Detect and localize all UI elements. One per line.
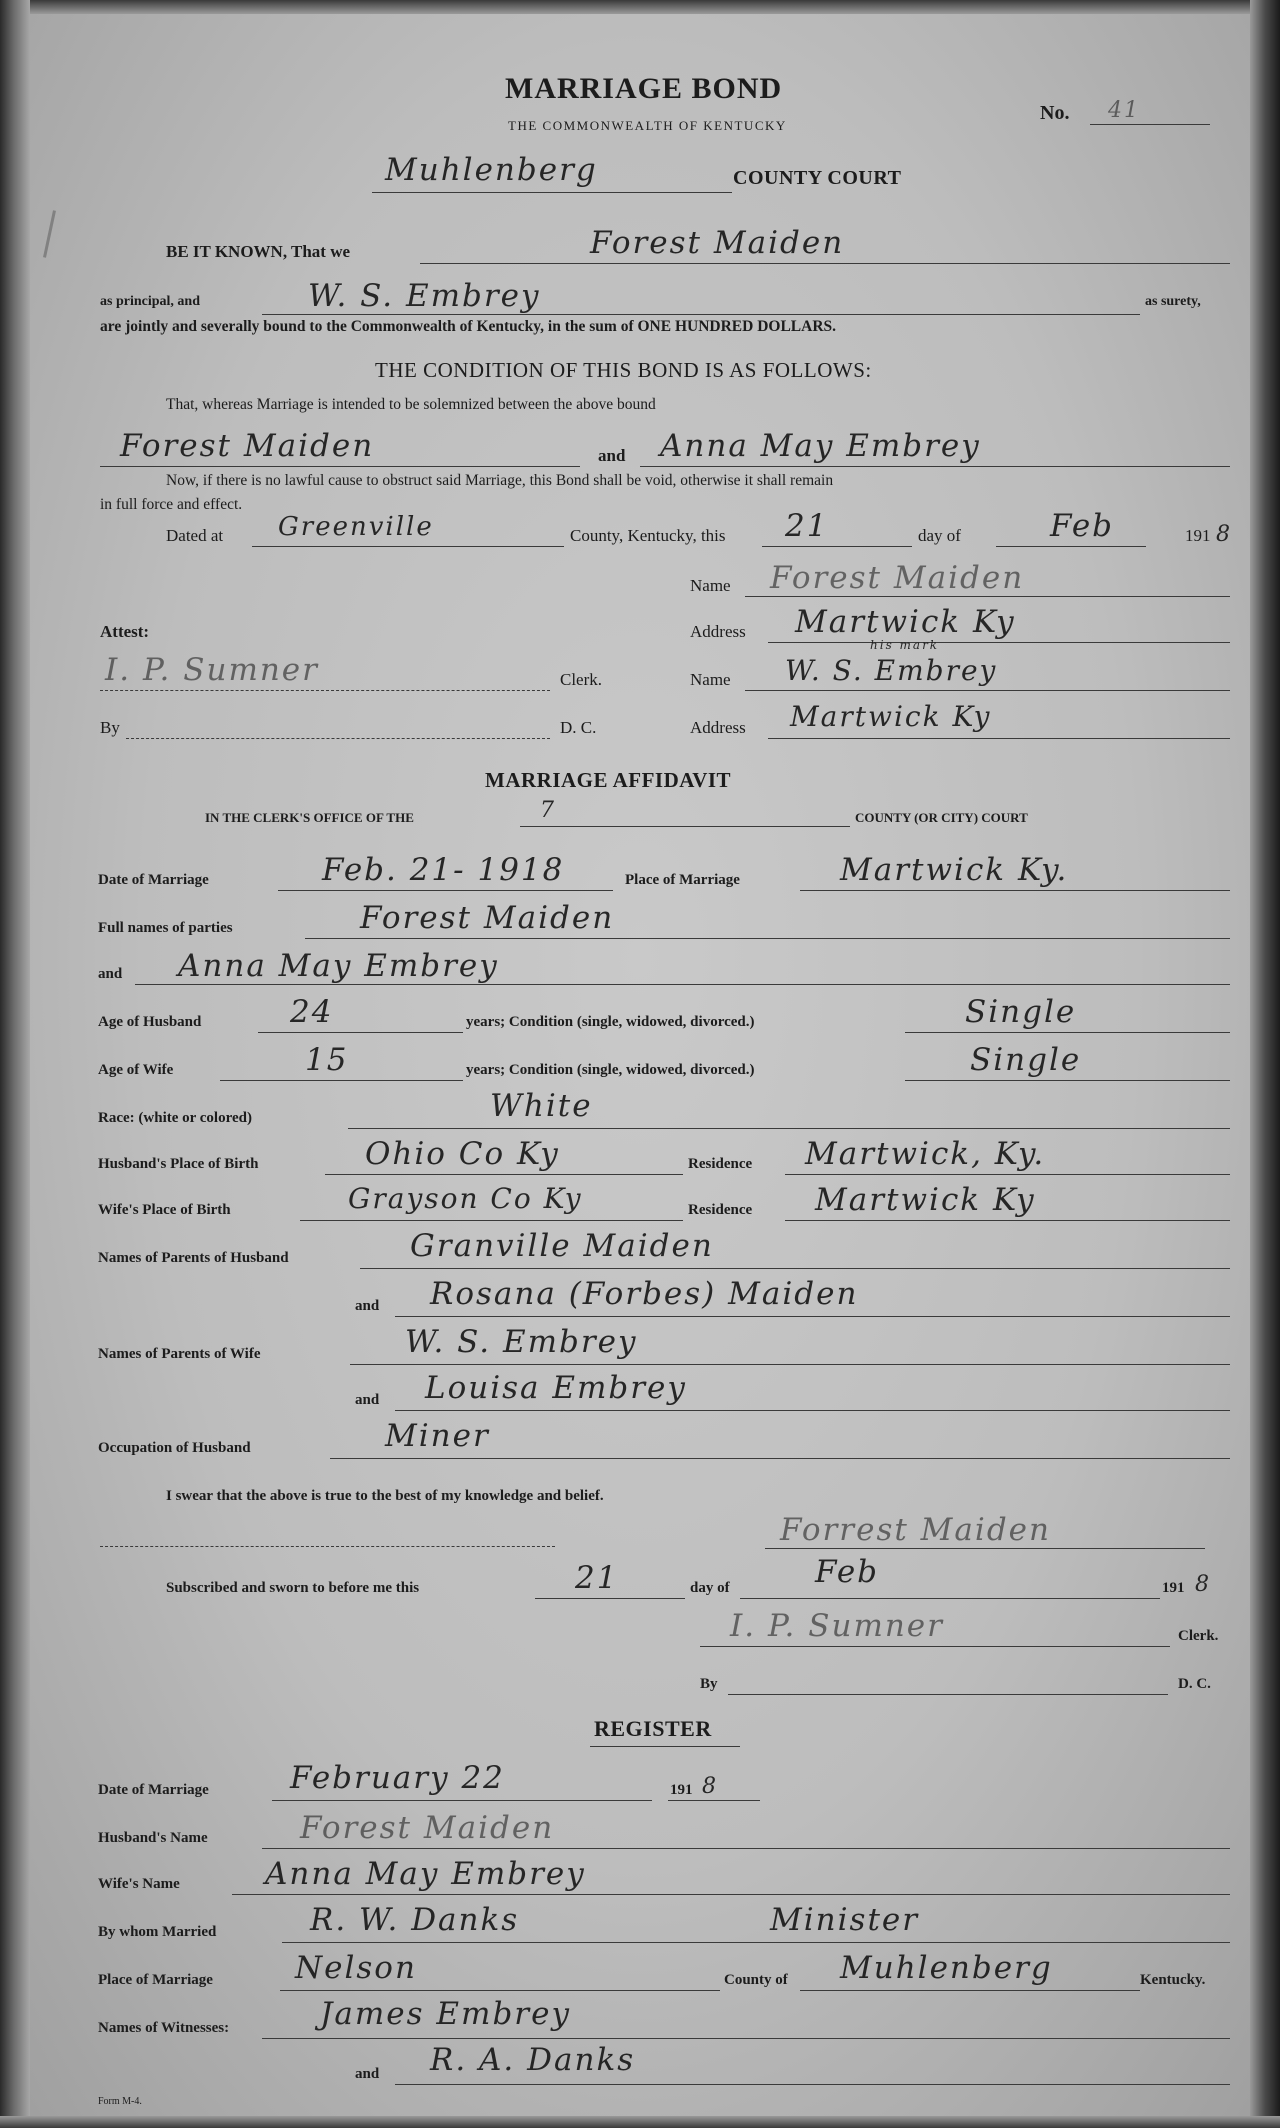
husbands-name-handwritten: Forest Maiden	[300, 1810, 555, 1846]
witness-2-line	[395, 2084, 1230, 2085]
party-and-label: and	[598, 446, 626, 465]
full-names-label: Full names of parties	[98, 920, 233, 936]
name-his-mark: his mark	[870, 638, 940, 652]
whereas-text: That, whereas Marriage is intended to be solemnized between the above bound	[166, 396, 656, 413]
dated-at-line	[252, 546, 564, 547]
jointly-bound-text: are jointly and severally bound to the Commonwealth of Kentucky, in the sum of ONE HUNDRED DOLLARS.	[100, 318, 837, 335]
parents-husband-handwritten-2: Rosana (Forbes) Maiden	[430, 1276, 859, 1312]
as-principal-label: as principal, and	[100, 294, 200, 309]
name-handwritten-1: Forest Maiden	[770, 560, 1025, 596]
parents-wife-line-2	[395, 1410, 1230, 1411]
bond-subtitle: THE COMMONWEALTH OF KENTUCKY	[508, 118, 787, 133]
affiant-signature: Forrest Maiden	[780, 1512, 1051, 1548]
affidavit-clerk-line	[700, 1646, 1170, 1647]
swear-text: I swear that the above is true to the best of my knowledge and belief.	[166, 1488, 604, 1504]
bond-dc-label: D. C.	[560, 718, 597, 737]
office-line	[520, 826, 850, 827]
witness-1-handwritten: James Embrey	[320, 1996, 571, 2032]
aff-place-of-marriage-handwritten: Martwick Ky.	[840, 852, 1069, 888]
bond-clerk-label: Clerk.	[560, 670, 603, 689]
name-line-1	[745, 596, 1230, 597]
bond-title: MARRIAGE BOND	[505, 72, 783, 105]
bond-by-label: By	[100, 718, 120, 737]
day-line	[762, 546, 912, 547]
reg-place-line	[280, 1990, 720, 1991]
parents-husband-line-2	[395, 1316, 1230, 1317]
film-edge-left	[0, 0, 30, 2128]
husband-birth-handwritten: Ohio Co Ky	[365, 1136, 560, 1172]
husband-residence-line	[785, 1174, 1230, 1175]
day-of-label: day of	[918, 526, 961, 545]
aff-and-line	[135, 984, 1230, 985]
affidavit-by-line	[728, 1694, 1168, 1695]
age-husband-label: Age of Husband	[98, 1014, 202, 1030]
county-line	[372, 192, 732, 193]
pen-stroke-mark	[43, 210, 56, 258]
husbands-name-line	[262, 1848, 1230, 1849]
subscribed-day-line	[535, 1598, 685, 1599]
reg-date-of-marriage-handwritten: February 22	[290, 1760, 505, 1796]
parents-wife-handwritten-2: Louisa Embrey	[425, 1370, 687, 1406]
condition-wife-handwritten: Single	[970, 1042, 1082, 1078]
bond-number-line	[1090, 124, 1210, 125]
reg-place-label: Place of Marriage	[98, 1972, 213, 1988]
surety-line	[262, 314, 1140, 315]
by-whom-married-handwritten: R. W. Danks	[310, 1902, 520, 1938]
condition-wife-label: years; Condition (single, widowed, divorced.)	[466, 1062, 755, 1078]
party1-handwritten: Forest Maiden	[120, 428, 375, 464]
husbands-name-label: Husband's Name	[98, 1830, 208, 1846]
race-handwritten: White	[490, 1088, 593, 1124]
parents-husband-handwritten-1: Granville Maiden	[410, 1228, 714, 1264]
bond-number-value: 41	[1108, 98, 1140, 123]
race-line	[348, 1128, 1230, 1129]
bond-by-line	[126, 738, 550, 739]
bond-year-handwritten: 8	[1216, 522, 1232, 547]
husband-residence-handwritten: Martwick, Ky.	[805, 1136, 1046, 1172]
husband-residence-label: Residence	[688, 1156, 753, 1172]
address-label-1: Address	[690, 622, 746, 641]
wife-residence-line	[785, 1220, 1230, 1221]
bond-number-label: No.	[1040, 102, 1070, 124]
in-clerks-office-label: IN THE CLERK'S OFFICE OF THE	[205, 810, 414, 825]
film-edge-top	[0, 0, 1280, 14]
surety-handwritten: W. S. Embrey	[308, 278, 541, 314]
condition-husband-handwritten: Single	[965, 994, 1077, 1030]
bond-clerk-signature: I. P. Sumner	[105, 652, 319, 688]
wife-birth-line	[300, 1220, 683, 1221]
aff-date-of-marriage-handwritten: Feb. 21- 1918	[322, 852, 565, 888]
address-line-2	[768, 738, 1230, 739]
party2-line	[640, 466, 1230, 467]
film-edge-bottom	[0, 2116, 1280, 2128]
address-line-1	[768, 642, 1230, 643]
principal-line	[420, 263, 1230, 264]
parents-wife-handwritten-1: W. S. Embrey	[405, 1324, 638, 1360]
subscribed-day-handwritten: 21	[575, 1560, 619, 1596]
aff-place-of-marriage-label: Place of Marriage	[625, 872, 740, 888]
address-handwritten-1: Martwick Ky	[795, 604, 1016, 640]
attest-label: Attest:	[100, 622, 150, 641]
by-whom-married-line	[282, 1942, 1230, 1943]
be-it-known-label: BE IT KNOWN, That we	[166, 242, 351, 261]
affidavit-clerk-signature: I. P. Sumner	[730, 1608, 944, 1644]
race-label: Race: (white or colored)	[98, 1110, 252, 1126]
party1-line	[100, 466, 580, 467]
reg-date-line	[272, 1800, 652, 1801]
parents-husband-label: Names of Parents of Husband	[98, 1250, 289, 1266]
affidavit-by-label: By	[700, 1676, 718, 1692]
age-husband-line	[258, 1032, 463, 1033]
aff-place-line	[800, 890, 1230, 891]
dated-at-handwritten: Greenville	[278, 512, 434, 542]
subscribed-month-handwritten: Feb	[815, 1554, 880, 1590]
county-handwritten: Muhlenberg	[385, 152, 598, 188]
condition-wife-line	[905, 1080, 1230, 1081]
now-text-2: in full force and effect.	[100, 496, 243, 513]
dated-at-label: Dated at	[166, 526, 224, 545]
subscribed-label: Subscribed and sworn to before me this	[166, 1580, 420, 1596]
occupation-label: Occupation of Husband	[98, 1440, 251, 1456]
condition-husband-line	[905, 1032, 1230, 1033]
wifes-name-line	[232, 1894, 1230, 1895]
aff-and-handwritten: Anna May Embrey	[178, 948, 499, 984]
day-handwritten: 21	[785, 508, 829, 544]
condition-husband-label: years; Condition (single, widowed, divorced.)	[466, 1014, 755, 1030]
county-of-label: County of	[724, 1972, 788, 1988]
reg-place-handwritten: Nelson	[295, 1950, 417, 1986]
wife-birth-handwritten: Grayson Co Ky	[348, 1182, 583, 1215]
now-text-1: Now, if there is no lawful cause to obstruct said Marriage, this Bond shall be void, otherwise it shall remain	[166, 472, 834, 489]
parents-wife-label: Names of Parents of Wife	[98, 1346, 261, 1362]
witnesses-label: Names of Witnesses:	[98, 2020, 230, 2036]
full-names-handwritten: Forest Maiden	[360, 900, 615, 936]
age-husband-handwritten: 24	[290, 994, 334, 1030]
age-wife-line	[220, 1080, 463, 1081]
wife-residence-handwritten: Martwick Ky	[815, 1182, 1036, 1218]
bond-clerk-line	[100, 690, 550, 691]
parents-husband-line-1	[360, 1268, 1230, 1269]
wifes-name-label: Wife's Name	[98, 1876, 180, 1892]
party2-handwritten: Anna May Embrey	[660, 428, 981, 464]
condition-heading: THE CONDITION OF THIS BOND IS AS FOLLOWS:	[375, 358, 872, 382]
witness-2-handwritten: R. A. Danks	[430, 2042, 636, 2078]
parents-wife-line-1	[350, 1364, 1230, 1365]
reg-year-printed: 191	[670, 1782, 693, 1798]
county-court-label: COUNTY COURT	[733, 167, 902, 189]
wife-residence-label: Residence	[688, 1202, 753, 1218]
kentucky-label: Kentucky.	[1140, 1972, 1206, 1988]
month-line	[996, 546, 1146, 547]
witness-1-line	[262, 2038, 1230, 2039]
subscribed-month-line	[740, 1598, 1160, 1599]
county-of-handwritten: Muhlenberg	[840, 1950, 1053, 1986]
wifes-name-handwritten: Anna May Embrey	[265, 1856, 586, 1892]
occupation-line	[330, 1458, 1230, 1459]
county-of-line	[800, 1990, 1140, 1991]
register-heading-underline	[590, 1746, 740, 1747]
husband-birth-label: Husband's Place of Birth	[98, 1156, 259, 1172]
aff-and-label: and	[98, 966, 123, 982]
county-city-court-label: COUNTY (OR CITY) COURT	[855, 810, 1028, 825]
aff-date-line	[278, 890, 613, 891]
affidavit-clerk-label: Clerk.	[1178, 1628, 1219, 1644]
name-line-2	[745, 690, 1230, 691]
age-wife-label: Age of Wife	[98, 1062, 174, 1078]
register-heading: REGISTER	[594, 1716, 712, 1741]
reg-year-handwritten: 8	[702, 1774, 718, 1799]
wife-birth-label: Wife's Place of Birth	[98, 1202, 231, 1218]
full-names-line	[305, 938, 1230, 939]
affiant-signature-line	[765, 1548, 1205, 1549]
husband-birth-line	[325, 1174, 683, 1175]
by-whom-title-handwritten: Minister	[770, 1902, 920, 1938]
as-surety-label: as surety,	[1145, 294, 1201, 309]
month-handwritten: Feb	[1050, 508, 1115, 544]
principal-handwritten: Forest Maiden	[590, 225, 845, 261]
name-label-2: Name	[690, 670, 731, 689]
swear-left-line	[100, 1546, 555, 1547]
film-edge-right	[1250, 0, 1280, 2128]
subscribed-year-printed: 191	[1162, 1580, 1185, 1596]
parents-husband-and: and	[355, 1298, 380, 1314]
address-label-2: Address	[690, 718, 746, 737]
name-handwritten-2: W. S. Embrey	[785, 654, 998, 687]
occupation-handwritten: Miner	[385, 1418, 490, 1454]
affidavit-heading: MARRIAGE AFFIDAVIT	[485, 768, 732, 792]
age-wife-handwritten: 15	[305, 1042, 349, 1078]
name-label-1: Name	[690, 576, 731, 595]
witness-and-label: and	[355, 2066, 380, 2082]
affidavit-dc-label: D. C.	[1178, 1676, 1211, 1692]
aff-date-of-marriage-label: Date of Marriage	[98, 872, 209, 888]
office-handwritten: 7	[540, 798, 556, 823]
reg-year-line	[668, 1800, 760, 1801]
parents-wife-and: and	[355, 1392, 380, 1408]
form-number: Form M-4.	[98, 2096, 142, 2107]
subscribed-day-of-label: day of	[690, 1580, 730, 1596]
subscribed-year-handwritten: 8	[1195, 1572, 1211, 1597]
reg-date-of-marriage-label: Date of Marriage	[98, 1782, 209, 1798]
by-whom-married-label: By whom Married	[98, 1924, 217, 1940]
bond-year-printed: 191	[1185, 526, 1211, 545]
address-handwritten-2: Martwick Ky	[790, 700, 992, 733]
county-ky-label: County, Kentucky, this	[570, 526, 726, 545]
